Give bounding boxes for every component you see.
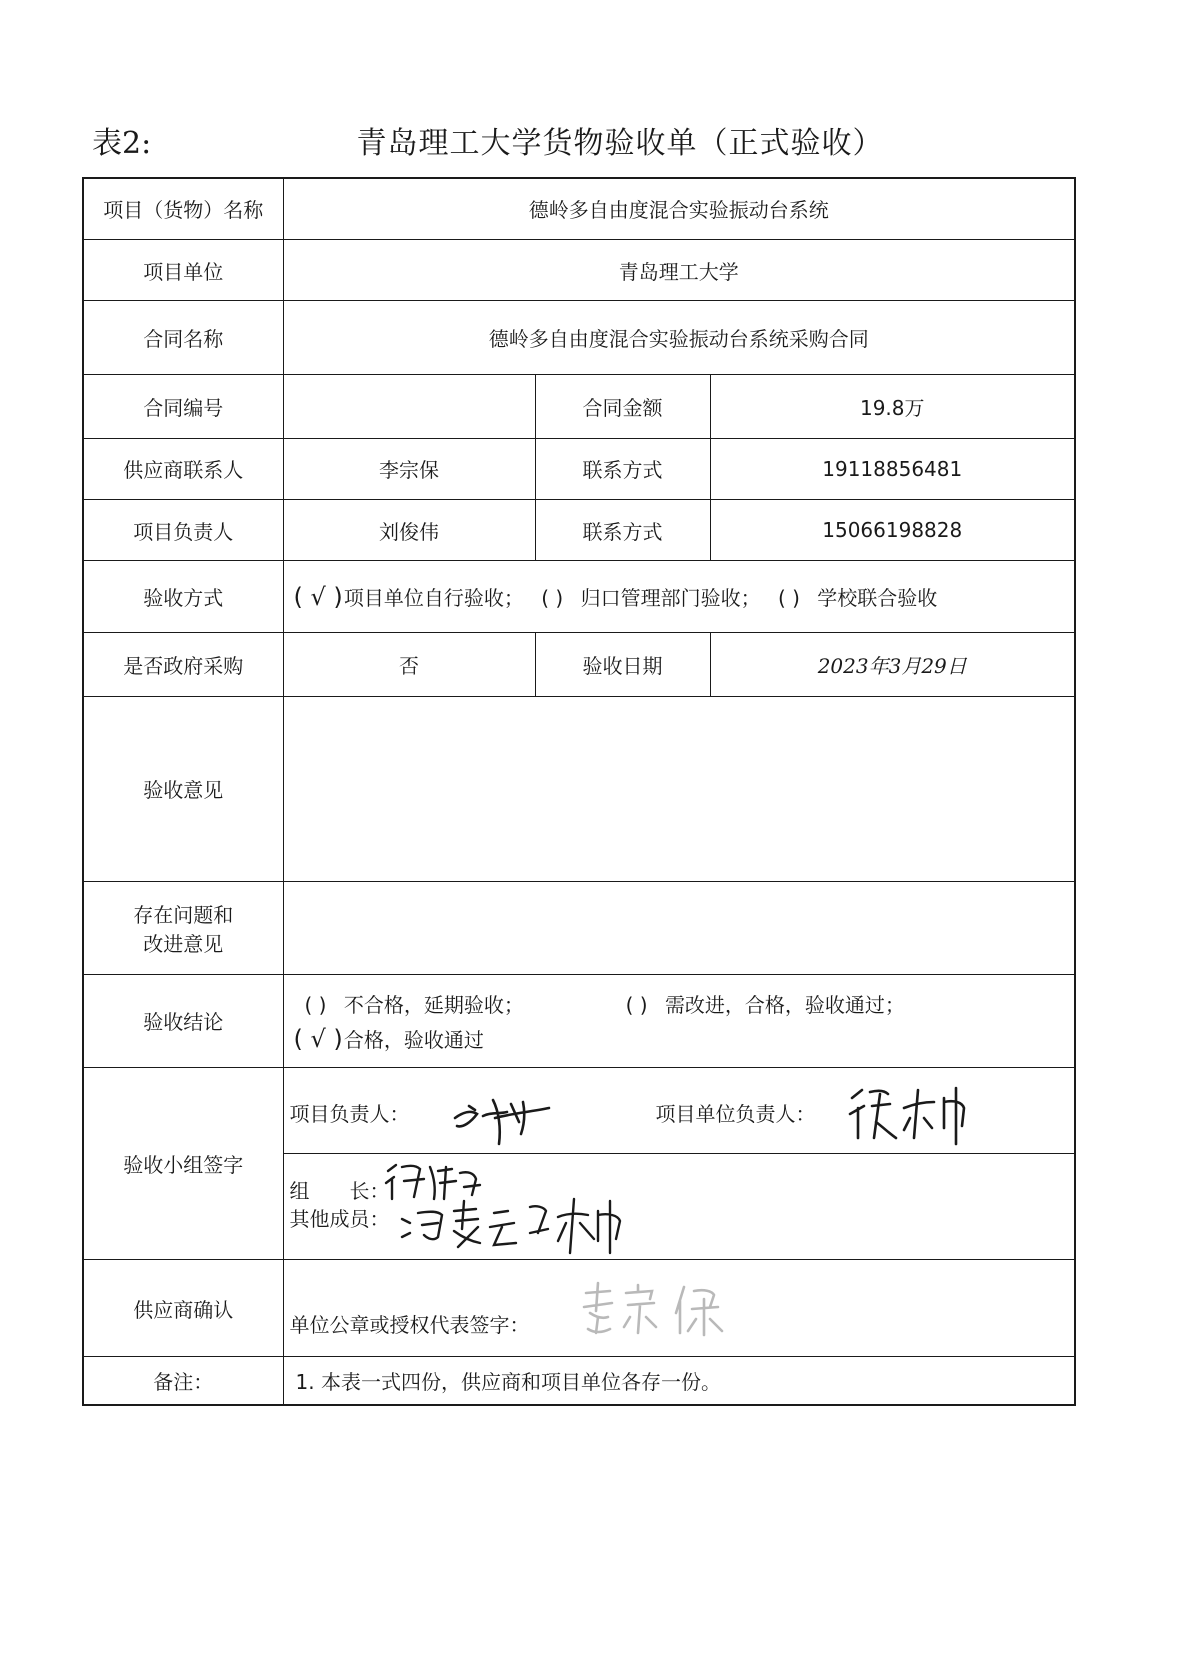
row-gov-procurement bbox=[83, 633, 1075, 696]
unit-leader-sign-label: 项目单位负责人： bbox=[655, 1102, 816, 1127]
supplier-confirm-cell bbox=[283, 1260, 1075, 1356]
supplier-contact-label: 供应商联系人 bbox=[83, 438, 283, 499]
team-label: 验收小组签字 bbox=[83, 1067, 283, 1260]
contract-no-value bbox=[283, 375, 535, 438]
row-supplier-confirm bbox=[83, 1260, 1075, 1356]
method-option-dept-mark: ( ) bbox=[541, 586, 564, 611]
method-option-dept-text: 归口管理部门验收； bbox=[580, 586, 761, 611]
method-label: 验收方式 bbox=[83, 561, 283, 633]
supplier-contact-value: 李宗保 bbox=[283, 438, 535, 499]
supplier-sign-label: 单位公章或授权代表签字： bbox=[289, 1313, 530, 1338]
document-title: 青岛理工大学货物验收单（正式验收） bbox=[356, 126, 884, 161]
method-options bbox=[283, 561, 1075, 633]
conclusion-option-pass-text: 合格，验收通过 bbox=[343, 1027, 484, 1052]
contract-no-label: 合同编号 bbox=[83, 375, 283, 438]
conclusion-option-fail-mark: ( ) bbox=[304, 992, 327, 1017]
method-option-self-mark: ( √ ) bbox=[293, 583, 343, 612]
table-number: 表2: bbox=[92, 126, 152, 161]
row-contract-name bbox=[83, 301, 1075, 375]
document-header bbox=[0, 110, 1179, 170]
contract-amount-label: 合同金额 bbox=[535, 375, 710, 438]
unit-leader-signature-icon bbox=[844, 1078, 984, 1146]
leader-phone-value: 15066198828 bbox=[710, 500, 1075, 561]
date-label: 验收日期 bbox=[535, 633, 710, 696]
contract-amount-value: 19.8万 bbox=[710, 375, 1075, 438]
members-label: 其他成员： bbox=[289, 1206, 390, 1231]
leader-signature-icon bbox=[449, 1082, 559, 1148]
project-unit-label: 项目单位 bbox=[83, 239, 283, 300]
opinion-value bbox=[283, 696, 1075, 881]
row-remarks bbox=[83, 1356, 1075, 1405]
acceptance-form-table bbox=[82, 177, 1076, 1406]
gov-label: 是否政府采购 bbox=[83, 633, 283, 696]
issues-value bbox=[283, 881, 1075, 974]
conclusion-option-improve-mark: ( ) bbox=[625, 992, 648, 1017]
method-option-joint-text: 学校联合验收 bbox=[817, 586, 938, 611]
row-supplier-contact bbox=[83, 438, 1075, 499]
conclusion-option-pass-mark: ( √ ) bbox=[293, 1024, 343, 1053]
contract-name-value: 德岭多自由度混合实验振动台系统采购合同 bbox=[283, 301, 1075, 375]
conclusion-option-fail-text: 不合格，延期验收； bbox=[343, 992, 524, 1017]
conclusion-option-improve-text: 需改进，合格，验收通过； bbox=[664, 992, 905, 1017]
supplier-confirm-label: 供应商确认 bbox=[83, 1260, 283, 1356]
method-option-self-text: 项目单位自行验收； bbox=[343, 586, 524, 611]
row-team-sign-top bbox=[83, 1067, 1075, 1153]
leader-sign-label: 项目负责人： bbox=[289, 1102, 410, 1127]
group-leader-label: 组 长： bbox=[289, 1178, 390, 1203]
project-leader-label: 项目负责人 bbox=[83, 500, 283, 561]
supplier-phone-label: 联系方式 bbox=[535, 438, 710, 499]
row-project-unit bbox=[83, 239, 1075, 300]
conclusion-options bbox=[283, 974, 1075, 1067]
row-opinion bbox=[83, 696, 1075, 881]
opinion-label: 验收意见 bbox=[83, 696, 283, 881]
contract-name-label: 合同名称 bbox=[83, 301, 283, 375]
remarks-text: 1. 本表一式四份，供应商和项目单位各存一份。 bbox=[283, 1356, 1075, 1405]
date-value: 2023年3月29日 bbox=[710, 633, 1075, 696]
method-option-joint-mark: ( ) bbox=[777, 586, 800, 611]
row-acceptance-method bbox=[83, 561, 1075, 633]
team-sign-top-cell bbox=[283, 1067, 1075, 1153]
project-name-label: 项目（货物）名称 bbox=[83, 178, 283, 239]
supplier-phone-value: 19118856481 bbox=[710, 438, 1075, 499]
gov-value: 否 bbox=[283, 633, 535, 696]
row-contract-no bbox=[83, 375, 1075, 438]
team-sign-bottom-cell bbox=[283, 1153, 1075, 1260]
issues-label bbox=[83, 881, 283, 974]
row-issues bbox=[83, 881, 1075, 974]
project-unit-value: 青岛理工大学 bbox=[283, 239, 1075, 300]
project-name-value: 德岭多自由度混合实验振动台系统 bbox=[283, 178, 1075, 239]
row-project-name bbox=[83, 178, 1075, 239]
issues-label-line2: 改进意见 bbox=[143, 931, 224, 956]
project-leader-value: 刘俊伟 bbox=[283, 500, 535, 561]
conclusion-label: 验收结论 bbox=[83, 974, 283, 1067]
row-conclusion bbox=[83, 974, 1075, 1067]
remarks-label: 备注： bbox=[83, 1356, 283, 1405]
members-signature-icon bbox=[398, 1193, 628, 1255]
row-project-leader bbox=[83, 500, 1075, 561]
leader-phone-label: 联系方式 bbox=[535, 500, 710, 561]
supplier-signature-icon bbox=[576, 1277, 746, 1339]
issues-label-line1: 存在问题和 bbox=[133, 902, 234, 927]
